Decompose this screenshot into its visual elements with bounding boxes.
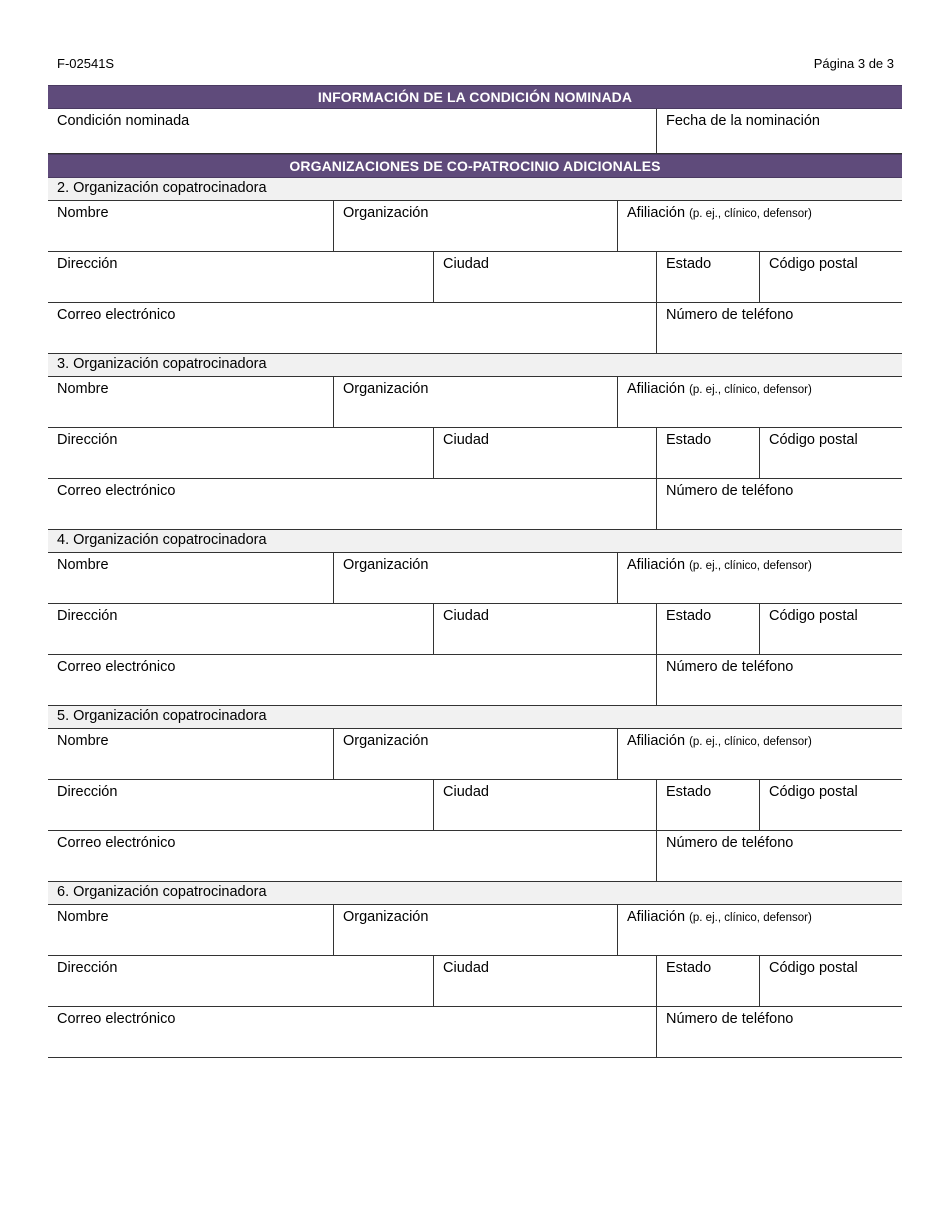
condition-label: Condición nominada xyxy=(57,113,190,129)
organization-label: Organización xyxy=(343,557,429,573)
address-field[interactable] xyxy=(48,252,433,302)
cosponsor-block xyxy=(48,882,902,1058)
address-field[interactable] xyxy=(48,604,433,654)
city-field[interactable] xyxy=(433,428,656,478)
phone-field[interactable] xyxy=(656,655,902,705)
name-row xyxy=(48,377,902,428)
cosponsor-heading: 2. Organización copatrocinadora xyxy=(48,178,902,201)
phone-field[interactable] xyxy=(656,831,902,881)
postal-code-label: Código postal xyxy=(769,784,858,800)
name-label: Nombre xyxy=(57,733,109,749)
postal-code-field[interactable] xyxy=(759,956,902,1006)
condition-field[interactable] xyxy=(48,109,656,153)
affiliation-label: Afiliación xyxy=(627,909,686,925)
address-row xyxy=(48,428,902,479)
postal-code-field[interactable] xyxy=(759,604,902,654)
postal-code-label: Código postal xyxy=(769,432,858,448)
nomination-date-label: Fecha de la nominación xyxy=(666,113,820,129)
name-label: Nombre xyxy=(57,205,109,221)
postal-code-field[interactable] xyxy=(759,252,902,302)
email-field[interactable] xyxy=(48,655,656,705)
affiliation-label: Afiliación xyxy=(627,381,686,397)
cosponsor-heading: 5. Organización copatrocinadora xyxy=(48,706,902,729)
state-field[interactable] xyxy=(656,780,759,830)
affiliation-hint: (p. ej., clínico, defensor) xyxy=(689,384,812,396)
cosponsor-block xyxy=(48,178,902,354)
postal-code-label: Código postal xyxy=(769,608,858,624)
organization-label: Organización xyxy=(343,909,429,925)
phone-label: Número de teléfono xyxy=(666,659,794,675)
affiliation-field[interactable] xyxy=(617,377,902,427)
page-header xyxy=(57,56,894,72)
email-label: Correo electrónico xyxy=(57,659,176,675)
form-id: F-02541S xyxy=(57,56,115,71)
name-label: Nombre xyxy=(57,909,109,925)
organization-field[interactable] xyxy=(333,905,617,955)
city-field[interactable] xyxy=(433,252,656,302)
email-field[interactable] xyxy=(48,479,656,529)
name-field[interactable] xyxy=(48,377,333,427)
email-field[interactable] xyxy=(48,1007,656,1057)
address-label: Dirección xyxy=(57,784,118,800)
state-field[interactable] xyxy=(656,604,759,654)
name-row xyxy=(48,729,902,780)
address-field[interactable] xyxy=(48,956,433,1006)
address-row xyxy=(48,252,902,303)
name-label: Nombre xyxy=(57,557,109,573)
address-field[interactable] xyxy=(48,780,433,830)
postal-code-field[interactable] xyxy=(759,428,902,478)
state-label: Estado xyxy=(666,784,712,800)
organization-label: Organización xyxy=(343,205,429,221)
email-field[interactable] xyxy=(48,303,656,353)
email-label: Correo electrónico xyxy=(57,1011,176,1027)
state-label: Estado xyxy=(666,256,712,272)
affiliation-hint: (p. ej., clínico, defensor) xyxy=(689,736,812,748)
city-field[interactable] xyxy=(433,780,656,830)
email-label: Correo electrónico xyxy=(57,835,176,851)
name-row xyxy=(48,201,902,252)
address-label: Dirección xyxy=(57,432,118,448)
postal-code-label: Código postal xyxy=(769,256,858,272)
affiliation-field[interactable] xyxy=(617,553,902,603)
phone-label: Número de teléfono xyxy=(666,307,794,323)
state-field[interactable] xyxy=(656,428,759,478)
name-label: Nombre xyxy=(57,381,109,397)
affiliation-field[interactable] xyxy=(617,201,902,251)
affiliation-hint: (p. ej., clínico, defensor) xyxy=(689,208,812,220)
affiliation-hint: (p. ej., clínico, defensor) xyxy=(689,912,812,924)
cosponsor-block xyxy=(48,354,902,530)
contact-row xyxy=(48,479,902,530)
affiliation-hint: (p. ej., clínico, defensor) xyxy=(689,560,812,572)
state-label: Estado xyxy=(666,960,712,976)
cosponsor-section-title: ORGANIZACIONES DE CO-PATROCINIO ADICIONALES xyxy=(48,154,902,178)
city-label: Ciudad xyxy=(443,960,489,976)
phone-label: Número de teléfono xyxy=(666,1011,794,1027)
address-field[interactable] xyxy=(48,428,433,478)
affiliation-label: Afiliación xyxy=(627,733,686,749)
address-label: Dirección xyxy=(57,256,118,272)
city-field[interactable] xyxy=(433,604,656,654)
email-field[interactable] xyxy=(48,831,656,881)
address-row xyxy=(48,780,902,831)
name-field[interactable] xyxy=(48,905,333,955)
state-label: Estado xyxy=(666,608,712,624)
affiliation-label: Afiliación xyxy=(627,557,686,573)
affiliation-field[interactable] xyxy=(617,905,902,955)
cosponsor-organizations xyxy=(48,178,902,1058)
phone-field[interactable] xyxy=(656,1007,902,1057)
organization-field[interactable] xyxy=(333,201,617,251)
state-field[interactable] xyxy=(656,252,759,302)
postal-code-field[interactable] xyxy=(759,780,902,830)
contact-row xyxy=(48,655,902,706)
state-field[interactable] xyxy=(656,956,759,1006)
cosponsor-block xyxy=(48,706,902,882)
name-field[interactable] xyxy=(48,553,333,603)
city-label: Ciudad xyxy=(443,432,489,448)
affiliation-field[interactable] xyxy=(617,729,902,779)
phone-field[interactable] xyxy=(656,303,902,353)
name-field[interactable] xyxy=(48,201,333,251)
phone-label: Número de teléfono xyxy=(666,835,794,851)
page-number: Página 3 de 3 xyxy=(813,56,894,71)
nomination-date-field[interactable] xyxy=(656,109,902,153)
organization-field[interactable] xyxy=(333,729,617,779)
nominated-condition-row xyxy=(48,109,902,154)
city-label: Ciudad xyxy=(443,256,489,272)
nomination-form xyxy=(48,85,902,1058)
organization-field[interactable] xyxy=(333,553,617,603)
organization-label: Organización xyxy=(343,381,429,397)
email-label: Correo electrónico xyxy=(57,307,176,323)
contact-row xyxy=(48,303,902,354)
cosponsor-block xyxy=(48,530,902,706)
cosponsor-heading: 4. Organización copatrocinadora xyxy=(48,530,902,553)
name-row xyxy=(48,905,902,956)
cosponsor-heading: 6. Organización copatrocinadora xyxy=(48,882,902,905)
name-field[interactable] xyxy=(48,729,333,779)
contact-row xyxy=(48,1007,902,1058)
address-label: Dirección xyxy=(57,608,118,624)
affiliation-label: Afiliación xyxy=(627,205,686,221)
phone-field[interactable] xyxy=(656,479,902,529)
email-label: Correo electrónico xyxy=(57,483,176,499)
name-row xyxy=(48,553,902,604)
city-field[interactable] xyxy=(433,956,656,1006)
organization-label: Organización xyxy=(343,733,429,749)
state-label: Estado xyxy=(666,432,712,448)
postal-code-label: Código postal xyxy=(769,960,858,976)
cosponsor-heading: 3. Organización copatrocinadora xyxy=(48,354,902,377)
organization-field[interactable] xyxy=(333,377,617,427)
contact-row xyxy=(48,831,902,882)
city-label: Ciudad xyxy=(443,784,489,800)
address-row xyxy=(48,956,902,1007)
phone-label: Número de teléfono xyxy=(666,483,794,499)
address-row xyxy=(48,604,902,655)
nominated-condition-section-title: INFORMACIÓN DE LA CONDICIÓN NOMINADA xyxy=(48,85,902,109)
city-label: Ciudad xyxy=(443,608,489,624)
address-label: Dirección xyxy=(57,960,118,976)
